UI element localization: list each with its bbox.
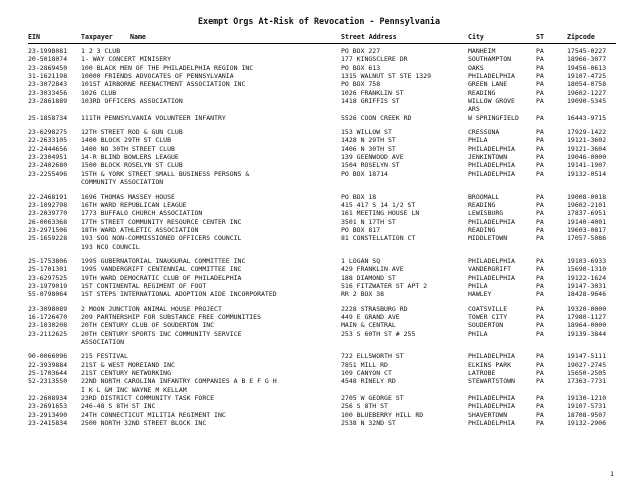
cell-city: SHAVERTOWN [468, 410, 508, 419]
record-group [0, 352, 638, 427]
cell-st: PA [536, 169, 544, 178]
cell-name: 1ST CONTINENTAL REGIMENT OF FOOT [81, 281, 207, 290]
table-row [0, 361, 638, 369]
cell-zip: 18964-0000 [567, 321, 607, 330]
table-row [0, 97, 638, 105]
cell-zip: 19107-5731 [567, 402, 607, 411]
cell-name: 101ST AIRBORNE REENACTMENT ASSOCIATION INC [81, 80, 246, 89]
cell-st: PA [536, 256, 544, 265]
cell-city: PHILADELPHIA [468, 419, 515, 428]
cell-st: PA [536, 128, 544, 137]
cell-city: MIDDLETOWN [468, 234, 508, 243]
cell-name: 1995 GUBERNATORIAL INAUGURAL COMMITTEE INC [81, 256, 246, 265]
cell-addr: 188 DIAMOND ST [341, 273, 396, 282]
cell-addr: 2538 N 32ND ST [341, 419, 396, 428]
cell-addr: 3501 N 17TH ST [341, 217, 396, 226]
cell-ein: 90-0066096 [28, 352, 68, 361]
cell-zip: 15650-2505 [567, 369, 607, 378]
cell-ein: 31-1621198 [28, 72, 68, 81]
cell-st: PA [536, 72, 544, 81]
cell-name: 16TH WARD REPUBLICAN LEAGUE [81, 200, 187, 209]
cell-name: 1995 VANDERGRIFT CENTENNIAL COMMITTEE INC [81, 265, 242, 274]
cell-st: PA [536, 329, 544, 338]
page-title: Exempt Orgs At-Risk of Revocation - Pennsylvania [197, 16, 441, 26]
cell-name: 14-R BLIND BOWLERS LEAGUE [81, 153, 179, 162]
header-street: Street Address [341, 33, 397, 41]
cell-zip: 19139-3844 [567, 329, 607, 338]
cell-st: PA [536, 265, 544, 274]
cell-ein: 23-3098089 [28, 304, 68, 313]
cell-zip: 19132-2906 [567, 419, 607, 428]
cell-st: PA [536, 200, 544, 209]
cell-zip: 15690-1310 [567, 265, 607, 274]
cell-addr: PO BOX 817 [341, 225, 381, 234]
cell-zip: 19132-0514 [567, 169, 607, 178]
table-row [0, 178, 638, 186]
cell-ein: 23-1092798 [28, 200, 68, 209]
cell-ein: 20-5018074 [28, 55, 68, 64]
cell-ein: 55-0798064 [28, 290, 68, 299]
cell-zip: 19147-3031 [567, 281, 607, 290]
cell-city: COATSVILLE [468, 304, 508, 313]
table-row [0, 170, 638, 178]
cell-st: PA [536, 369, 544, 378]
table-row [0, 128, 638, 136]
table-row [0, 257, 638, 265]
cell-ein: 23-2255496 [28, 169, 68, 178]
header-city: City [468, 33, 484, 41]
table-row [0, 72, 638, 80]
header-zip: Zipcode [567, 33, 595, 41]
cell-city: STEWARTSTOWN [468, 377, 515, 386]
cell-zip: 19456-0613 [567, 63, 607, 72]
table-row [0, 352, 638, 360]
cell-st: PA [536, 153, 544, 162]
cell-ein: 25-1858734 [28, 113, 68, 122]
cell-name: 23RD DISTRICT COMMUNITY TASK FORCE [81, 394, 215, 403]
table-row [0, 114, 638, 122]
cell-st: PA [536, 410, 544, 419]
table-row [0, 64, 638, 72]
cell-zip: 19046-0000 [567, 153, 607, 162]
cell-name: 20TH CENTURY SPORTS INC COMMUNITY SERVICE [81, 329, 242, 338]
cell-name: 111TH PENNSYLVANIA VOLUNTEER INFANTRY [81, 113, 226, 122]
cell-city: LATROBE [468, 369, 496, 378]
table-row [0, 47, 638, 55]
cell-city: READING [468, 200, 496, 209]
table-row [0, 153, 638, 161]
cell-zip: 17980-1127 [567, 312, 607, 321]
table-row [0, 290, 638, 298]
cell-city: PHILADELPHIA [468, 256, 515, 265]
cell-name: 1- WAY CONCERT MINISERY [81, 55, 172, 64]
cell-city: PHILADELPHIA [468, 217, 515, 226]
cell-ein: 22-2633105 [28, 136, 68, 145]
cell-city: PHILADELPHIA [468, 352, 515, 361]
cell-addr: 256 S 8TH ST [341, 402, 388, 411]
cell-city: PHILA [468, 281, 488, 290]
cell-st: PA [536, 402, 544, 411]
table-row [0, 193, 638, 201]
cell-city: W SPRINGFIELD [468, 113, 519, 122]
table-row [0, 411, 638, 419]
cell-ein: 25-1753806 [28, 256, 68, 265]
table-row [0, 305, 638, 313]
cell-zip: 19147-5111 [567, 352, 607, 361]
cell-name: 18TH WARD ATHLETIC ASSOCIATION [81, 225, 199, 234]
table-row [0, 145, 638, 153]
cell-city: JENKINTOWN [468, 153, 508, 162]
table-row [0, 80, 638, 88]
cell-ein: 22-3939884 [28, 360, 68, 369]
cell-ein: 25-1703644 [28, 369, 68, 378]
cell-zip: 17057-5086 [567, 234, 607, 243]
cell-name: 1ST STEPS INTERNATIONAL ADOPTION AIDE INCORPORATED [81, 290, 277, 299]
cell-st: PA [536, 234, 544, 243]
cell-addr: 516 FITZWATER ST APT 2 [341, 281, 428, 290]
cell-st: PA [536, 290, 544, 299]
table-row [0, 243, 638, 251]
cell-zip: 19107-4725 [567, 72, 607, 81]
cell-city: PHILA [468, 329, 488, 338]
cell-name: 103RD OFFICERS ASSOCIATION [81, 97, 183, 106]
cell-st: PA [536, 136, 544, 145]
cell-ein: 23-1979019 [28, 281, 68, 290]
cell-name: 12TH STREET ROD & GUN CLUB [81, 128, 183, 137]
cell-addr: 1418 GRIFFIS ST [341, 97, 400, 106]
table-row [0, 226, 638, 234]
cell-addr: MAIN & CENTRAL [341, 321, 396, 330]
cell-addr: PO BOX 18 [341, 192, 377, 201]
cell-zip: 17545-0227 [567, 47, 607, 55]
cell-st: PA [536, 144, 544, 153]
cell-ein: 16-1726470 [28, 312, 68, 321]
cell-name: 20TH CENTURY CLUB OF SOUDERTON INC [81, 321, 215, 330]
cell-city: PHILADELPHIA [468, 169, 515, 178]
cell-zip: 17837-6951 [567, 209, 607, 218]
cell-ein: 25-1701301 [28, 265, 68, 274]
cell-ein: 23-6298275 [28, 128, 68, 137]
cell-city: READING [468, 88, 496, 97]
cell-st: PA [536, 161, 544, 170]
cell-name: 1026 CLUB [81, 88, 117, 97]
cell-name: 246-48 S 8TH ST INC [81, 402, 156, 411]
cell-st: PA [536, 88, 544, 97]
cell-ein: 23-2112625 [28, 329, 68, 338]
cell-name: 1500 BLOCK ROSELYN ST CLUB [81, 161, 183, 170]
cell-addr: PO BOX 227 [341, 47, 381, 55]
cell-city: SOUTHAMPTON [468, 55, 512, 64]
cell-ein: 23-6297525 [28, 273, 68, 282]
cell-name: 193 NCO COUNCIL [81, 242, 140, 251]
cell-name: 1773 BUFFALO CHURCH ASSOCIATION [81, 209, 203, 218]
table-row [0, 274, 638, 282]
cell-ein: 25-1659228 [28, 234, 68, 243]
header-ein: EIN [28, 33, 40, 41]
cell-name: 24TH CONNECTICUT MILITIA REGIMENT INC [81, 410, 226, 419]
record-group [0, 128, 638, 186]
cell-st: PA [536, 321, 544, 330]
cell-st: PA [536, 360, 544, 369]
column-header-row [0, 33, 638, 43]
cell-zip: 19602-1227 [567, 88, 607, 97]
cell-ein: 23-2691653 [28, 402, 68, 411]
cell-zip: 18054-0758 [567, 80, 607, 89]
table-row [0, 377, 638, 385]
cell-city: PHILADELPHIA [468, 144, 515, 153]
table-row [0, 105, 638, 113]
cell-addr: 4548 RINELY RD [341, 377, 396, 386]
cell-addr: 139 GEENWOOD AVE [341, 153, 404, 162]
cell-addr: PO BOX 613 [341, 63, 381, 72]
cell-zip: 18966-3077 [567, 55, 607, 64]
cell-city: LEWISBURG [468, 209, 504, 218]
table-row [0, 209, 638, 217]
cell-zip: 16443-9715 [567, 113, 607, 122]
cell-city: CRESSONA [468, 128, 500, 137]
cell-addr: 415 417 S 14 1/2 ST [341, 200, 416, 209]
record-group [0, 257, 638, 299]
table-row [0, 419, 638, 427]
cell-zip: 19140-4001 [567, 217, 607, 226]
cell-name: 100 BLACK MEN OF THE PHILADELPHIA REGION INC [81, 63, 254, 72]
cell-zip: 19027-2745 [567, 360, 607, 369]
cell-ein: 23-2971506 [28, 225, 68, 234]
cell-addr: 5526 COON CREEK RD [341, 113, 412, 122]
cell-name: 19TH WARD DEMOCRATIC CLUB OF PHILADELPHIA [81, 273, 242, 282]
cell-name: 215 FESTIVAL [81, 352, 128, 361]
cell-st: PA [536, 47, 544, 55]
table-row [0, 234, 638, 242]
cell-name: 1400 NO 30TH STREET CLUB [81, 144, 175, 153]
table-row [0, 161, 638, 169]
cell-city: PHILA [468, 136, 488, 145]
cell-city: ELKINS PARK [468, 360, 512, 369]
cell-st: PA [536, 304, 544, 313]
cell-zip: 19320-0000 [567, 304, 607, 313]
cell-st: PA [536, 312, 544, 321]
cell-addr: RR 2 BOX 38 [341, 290, 385, 299]
cell-ein: 23-1998081 [28, 47, 68, 55]
cell-addr: 1406 N 30TH ST [341, 144, 396, 153]
cell-addr: 1428 N 29TH ST [341, 136, 396, 145]
cell-ein: 23-2402680 [28, 161, 68, 170]
record-group [0, 47, 638, 122]
record-group [0, 193, 638, 251]
cell-zip: 19103-6933 [567, 256, 607, 265]
cell-zip: 19602-2101 [567, 200, 607, 209]
cell-city: MANHEIM [468, 47, 496, 55]
cell-addr: 81 CONSTELLATION CT [341, 234, 416, 243]
cell-city: TOWER CITY [468, 312, 508, 321]
cell-ein: 23-2861889 [28, 97, 68, 106]
cell-st: PA [536, 352, 544, 361]
cell-ein: 26-0063368 [28, 217, 68, 226]
cell-zip: 19008-0018 [567, 192, 607, 201]
cell-ein: 23-2415834 [28, 419, 68, 428]
cell-st: PA [536, 273, 544, 282]
table-row [0, 386, 638, 394]
cell-st: PA [536, 55, 544, 64]
cell-zip: 19603-0817 [567, 225, 607, 234]
cell-city: PHILADELPHIA [468, 161, 515, 170]
cell-name: 10000 FRIENDS ADVOCATES OF PENNSYLVANIA [81, 72, 234, 81]
cell-addr: 161 MEETING HOUSE LN [341, 209, 420, 218]
cell-ein: 23-3033456 [28, 88, 68, 97]
cell-st: PA [536, 97, 544, 106]
page-number: 1 [610, 470, 614, 478]
cell-city: PHILADELPHIA [468, 394, 515, 403]
cell-city: HAWLEY [468, 290, 492, 299]
cell-name: 15TH & YORK STREET SMALL BUSINESS PERSONS & [81, 169, 250, 178]
cell-addr: 1026 FRANKLIN ST [341, 88, 404, 97]
cell-name: 21ST CENTURY NETWORKING [81, 369, 172, 378]
cell-ein: 23-2304951 [28, 153, 68, 162]
cell-name: 209 PARTNERSHIP FOR SUBSTANCE FREE COMMUNITIES [81, 312, 262, 321]
header-rule [28, 43, 616, 44]
cell-name: 21ST & WEST MOREIAND INC [81, 360, 175, 369]
cell-addr: 449 E GRAND AVE [341, 312, 400, 321]
cell-city: WILLOW GROVE [468, 97, 515, 106]
cell-ein: 23-2039770 [28, 209, 68, 218]
cell-ein: 22-2468191 [28, 192, 68, 201]
cell-city: PHILADELPHIA [468, 402, 515, 411]
cell-ein: 23-3072843 [28, 80, 68, 89]
cell-addr: 7851 MILL RD [341, 360, 388, 369]
cell-zip: 18708-9507 [567, 410, 607, 419]
cell-zip: 19121-3602 [567, 136, 607, 145]
table-row [0, 201, 638, 209]
cell-name: 2 MOON JUNCTION ANIMAL HOUSE PROJECT [81, 304, 222, 313]
table-row [0, 394, 638, 402]
cell-st: PA [536, 209, 544, 218]
cell-zip: 17363-7731 [567, 377, 607, 386]
cell-addr: PO BOX 758 [341, 80, 381, 89]
cell-city: PHILADELPHIA [468, 72, 515, 81]
cell-addr: 100 BLUEBERRY HILL RD [341, 410, 424, 419]
table-row [0, 402, 638, 410]
cell-city: READING [468, 225, 496, 234]
cell-addr: 1 LOGAN SQ [341, 256, 381, 265]
table-row [0, 89, 638, 97]
cell-name: 2500 NORTH 32ND STREET BLOCK INC [81, 419, 207, 428]
cell-st: PA [536, 217, 544, 226]
cell-ein: 23-2869450 [28, 63, 68, 72]
cell-name: I K L &M INC WAYNE M KELLAM [81, 385, 187, 394]
cell-zip: 17929-1422 [567, 128, 607, 137]
table-row [0, 218, 638, 226]
cell-name: 1400 BLOCK 29TH ST CLUB [81, 136, 172, 145]
cell-zip: 19141-1907 [567, 161, 607, 170]
table-row [0, 136, 638, 144]
table-row [0, 330, 638, 338]
cell-st: PA [536, 63, 544, 72]
record-group [0, 305, 638, 347]
header-st: ST [536, 33, 544, 41]
table-row [0, 265, 638, 273]
table-row [0, 369, 638, 377]
cell-addr: 253 S 60TH ST # 255 [341, 329, 416, 338]
cell-ein: 23-2913490 [28, 410, 68, 419]
table-row [0, 338, 638, 346]
cell-zip: 19090-5345 [567, 97, 607, 106]
cell-name: 1 2 3 CLUB [81, 47, 121, 55]
cell-addr: 109 CANYON CT [341, 369, 392, 378]
cell-zip: 19122-1624 [567, 273, 607, 282]
cell-city: VANDERGRIFT [468, 265, 512, 274]
cell-addr: 2228 STRASBURG RD [341, 304, 408, 313]
cell-zip: 19130-1210 [567, 394, 607, 403]
table-row [0, 321, 638, 329]
cell-st: PA [536, 192, 544, 201]
cell-addr: 2705 W GEORGE ST [341, 394, 404, 403]
cell-st: PA [536, 377, 544, 386]
cell-st: PA [536, 281, 544, 290]
table-row [0, 282, 638, 290]
header-taxpayer: Taxpayer [81, 33, 113, 41]
cell-ein: 22-2608934 [28, 394, 68, 403]
header-name: Name [130, 33, 146, 41]
cell-city: ARS [468, 105, 480, 114]
table-row [0, 313, 638, 321]
cell-st: PA [536, 113, 544, 122]
cell-name: 193 SOG NON-COMMISSIONED OFFICERS COUNCIL [81, 234, 242, 243]
cell-st: PA [536, 80, 544, 89]
cell-st: PA [536, 394, 544, 403]
cell-ein: 52-2313550 [28, 377, 68, 386]
cell-ein: 22-2444656 [28, 144, 68, 153]
cell-name: 22ND NORTH CAROLINA INFANTRY COMPANIES A B E F G H [81, 377, 277, 386]
cell-addr: 177 KINGSCLERE DR [341, 55, 408, 64]
cell-addr: 153 WILLOW ST [341, 128, 392, 137]
cell-st: PA [536, 225, 544, 234]
cell-name: ASSOCIATION [81, 338, 125, 346]
cell-zip: 19121-3604 [567, 144, 607, 153]
cell-city: PHILADELPHIA [468, 273, 515, 282]
cell-name: 17TH STREET COMMUNITY RESOURCE CENTER INC [81, 217, 242, 226]
cell-addr: 722 ELLSWORTH ST [341, 352, 404, 361]
cell-ein: 23-1030208 [28, 321, 68, 330]
records-table [0, 47, 638, 433]
cell-addr: 1315 WALNUT ST STE 1329 [341, 72, 432, 81]
cell-addr: 1504 ROSELYN ST [341, 161, 400, 170]
cell-zip: 18428-9646 [567, 290, 607, 299]
cell-city: SOUDERTON [468, 321, 504, 330]
table-row [0, 55, 638, 63]
cell-addr: PO BOX 18714 [341, 169, 388, 178]
cell-city: OAKS [468, 63, 484, 72]
cell-name: 1696 THOMAS MASSEY HOUSE [81, 192, 175, 201]
cell-st: PA [536, 419, 544, 428]
cell-city: BROOMALL [468, 192, 500, 201]
cell-addr: 429 FRANKLIN AVE [341, 265, 404, 274]
cell-name: COMMUNITY ASSOCIATION [81, 178, 164, 187]
cell-city: GREEN LANE [468, 80, 508, 89]
